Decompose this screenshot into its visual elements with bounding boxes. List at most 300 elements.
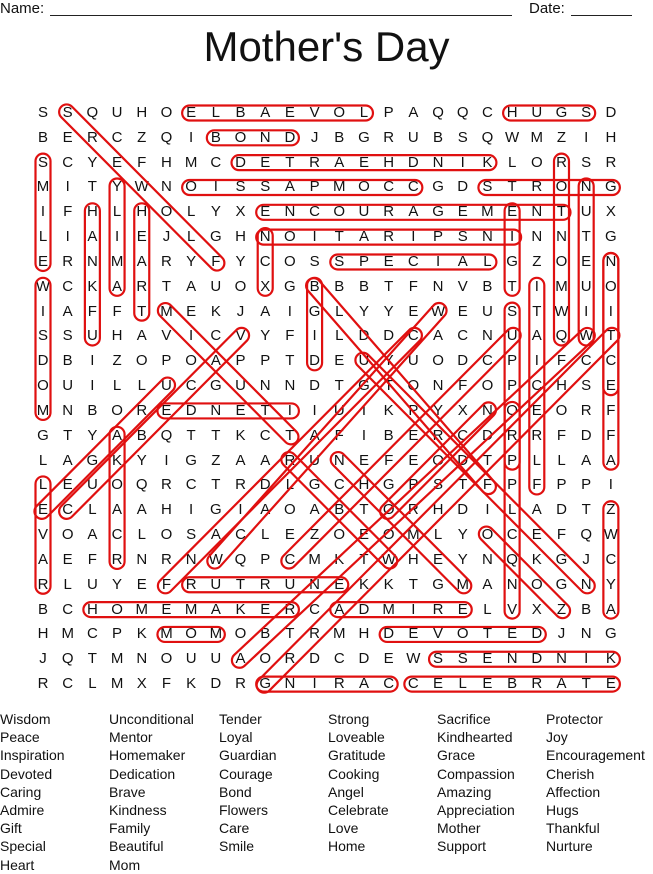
grid-cell[interactable]: D [531, 650, 543, 668]
grid-cell[interactable]: Y [260, 327, 271, 345]
grid-cell[interactable]: A [433, 327, 444, 345]
grid-cell[interactable]: A [334, 600, 345, 618]
grid-cell[interactable]: I [287, 401, 292, 419]
grid-cell[interactable]: W [430, 302, 446, 320]
grid-cell[interactable]: B [37, 600, 48, 618]
grid-cell[interactable]: Y [136, 451, 147, 469]
grid-cell[interactable]: I [40, 203, 46, 221]
grid-cell[interactable]: B [87, 401, 98, 419]
grid-cell[interactable]: I [361, 426, 367, 444]
grid-cell[interactable]: I [40, 302, 46, 320]
grid-cell[interactable]: E [358, 451, 369, 469]
grid-cell[interactable]: M [61, 625, 74, 643]
grid-cell[interactable]: T [532, 302, 542, 320]
grid-cell[interactable]: G [358, 128, 370, 146]
grid-cell[interactable]: O [333, 203, 346, 221]
grid-cell[interactable]: R [259, 575, 271, 593]
grid-cell[interactable]: F [384, 451, 394, 469]
grid-cell[interactable]: S [62, 104, 73, 121]
grid-cell[interactable]: P [260, 352, 271, 370]
grid-cell[interactable]: V [37, 526, 48, 544]
grid-cell[interactable]: O [185, 625, 197, 643]
grid-cell[interactable]: G [506, 252, 518, 270]
grid-cell[interactable]: A [260, 302, 271, 320]
grid-cell[interactable]: N [309, 575, 320, 593]
grid-cell[interactable]: R [506, 426, 518, 444]
grid-cell[interactable]: D [284, 128, 296, 146]
grid-cell[interactable]: V [507, 600, 518, 618]
grid-cell[interactable]: N [210, 401, 222, 419]
grid-cell[interactable]: J [310, 128, 319, 146]
grid-cell[interactable]: P [556, 476, 567, 494]
grid-cell[interactable]: Q [234, 550, 247, 568]
grid-cell[interactable]: Z [556, 600, 567, 618]
grid-cell[interactable]: E [507, 203, 518, 221]
grid-cell[interactable]: G [555, 575, 568, 593]
grid-cell[interactable]: P [309, 178, 320, 196]
grid-cell[interactable]: X [457, 401, 468, 419]
grid-cell[interactable]: Q [580, 526, 592, 544]
grid-cell[interactable]: D [309, 650, 320, 668]
grid-cell[interactable]: I [312, 401, 317, 419]
grid-cell[interactable]: A [531, 327, 542, 345]
grid-cell[interactable]: N [259, 377, 271, 395]
grid-cell[interactable]: F [211, 252, 221, 270]
grid-cell[interactable]: W [554, 302, 569, 320]
grid-cell[interactable]: P [581, 476, 592, 494]
grid-cell[interactable]: K [136, 625, 147, 643]
grid-cell[interactable]: T [235, 575, 246, 593]
grid-cell[interactable]: D [185, 401, 197, 419]
grid-cell[interactable]: N [62, 401, 74, 419]
grid-cell[interactable]: T [334, 377, 344, 395]
grid-cell[interactable]: G [432, 203, 444, 221]
grid-cell[interactable]: T [211, 426, 221, 444]
grid-cell[interactable]: C [481, 104, 493, 121]
grid-cell[interactable]: E [235, 401, 246, 419]
grid-cell[interactable]: C [333, 476, 345, 494]
grid-cell[interactable]: H [358, 476, 370, 494]
grid-cell[interactable]: A [112, 426, 123, 444]
grid-cell[interactable]: K [112, 451, 123, 469]
grid-cell[interactable]: L [335, 302, 344, 320]
grid-cell[interactable]: U [531, 104, 543, 121]
grid-cell[interactable]: K [210, 302, 221, 320]
grid-cell[interactable]: H [407, 550, 419, 568]
grid-cell[interactable]: O [382, 501, 395, 519]
grid-cell[interactable]: S [62, 327, 73, 345]
grid-cell[interactable]: Y [358, 302, 369, 320]
grid-cell[interactable]: K [334, 550, 345, 568]
grid-cell[interactable]: B [136, 426, 147, 444]
grid-cell[interactable]: T [507, 178, 517, 196]
grid-cell[interactable]: N [580, 625, 592, 643]
grid-cell[interactable]: C [111, 526, 123, 544]
grid-cell[interactable]: K [383, 575, 394, 593]
grid-cell[interactable]: R [383, 203, 395, 221]
grid-cell[interactable]: E [186, 104, 197, 121]
grid-cell[interactable]: N [531, 203, 543, 221]
grid-cell[interactable]: F [458, 377, 468, 395]
grid-cell[interactable]: S [186, 526, 197, 544]
grid-cell[interactable]: T [260, 401, 270, 419]
grid-cell[interactable]: P [507, 352, 518, 370]
grid-cell[interactable]: C [407, 252, 419, 270]
grid-cell[interactable]: L [88, 501, 97, 519]
grid-cell[interactable]: B [334, 501, 345, 519]
grid-cell[interactable]: U [86, 575, 98, 593]
grid-cell[interactable]: B [581, 600, 592, 618]
grid-cell[interactable]: T [384, 377, 394, 395]
grid-cell[interactable]: R [407, 501, 419, 519]
grid-cell[interactable]: F [161, 675, 172, 693]
grid-cell[interactable]: F [87, 302, 97, 320]
grid-cell[interactable]: X [605, 203, 616, 221]
grid-cell[interactable]: M [36, 401, 50, 419]
grid-cell[interactable]: O [37, 377, 49, 395]
grid-cell[interactable]: V [309, 104, 320, 121]
grid-cell[interactable]: N [580, 575, 592, 593]
grid-cell[interactable]: B [358, 277, 369, 295]
grid-cell[interactable]: N [284, 377, 296, 395]
grid-cell[interactable]: L [186, 228, 196, 246]
grid-cell[interactable]: I [238, 501, 243, 519]
grid-cell[interactable]: R [185, 575, 197, 593]
grid-cell[interactable]: K [87, 277, 98, 295]
grid-cell[interactable]: I [534, 352, 539, 370]
grid-cell[interactable]: G [308, 476, 321, 494]
grid-cell[interactable]: E [260, 600, 271, 618]
grid-cell[interactable]: Y [433, 401, 444, 419]
grid-cell[interactable]: U [580, 203, 592, 221]
grid-cell[interactable]: T [285, 352, 295, 370]
grid-cell[interactable]: M [135, 600, 148, 618]
grid-cell[interactable]: T [384, 277, 394, 295]
grid-cell[interactable]: L [557, 451, 566, 469]
grid-cell[interactable]: E [284, 526, 295, 544]
grid-cell[interactable]: U [358, 203, 370, 221]
grid-cell[interactable]: H [358, 625, 370, 643]
grid-cell[interactable]: R [309, 153, 320, 171]
grid-cell[interactable]: C [605, 550, 617, 568]
grid-cell[interactable]: E [260, 153, 271, 171]
grid-cell[interactable]: A [531, 501, 542, 519]
grid-cell[interactable]: S [433, 476, 444, 494]
grid-cell[interactable]: Z [556, 128, 567, 146]
grid-cell[interactable]: Z [211, 451, 221, 469]
grid-cell[interactable]: M [160, 302, 173, 320]
grid-cell[interactable]: O [234, 625, 247, 643]
grid-cell[interactable]: C [259, 426, 271, 444]
grid-cell[interactable]: P [507, 476, 518, 494]
grid-cell[interactable]: P [161, 352, 172, 370]
grid-cell[interactable]: E [161, 401, 172, 419]
grid-cell[interactable]: N [481, 401, 493, 419]
grid-cell[interactable]: Q [456, 104, 469, 121]
grid-cell[interactable]: G [284, 277, 296, 295]
grid-cell[interactable]: G [209, 377, 222, 395]
grid-cell[interactable]: E [62, 476, 73, 494]
grid-cell[interactable]: P [507, 377, 518, 395]
grid-cell[interactable]: I [213, 178, 218, 196]
grid-cell[interactable]: O [506, 401, 518, 419]
grid-cell[interactable]: B [62, 352, 73, 370]
grid-cell[interactable]: R [86, 128, 98, 146]
grid-cell[interactable]: H [235, 228, 246, 246]
grid-cell[interactable]: A [62, 302, 73, 320]
grid-cell[interactable]: E [457, 600, 468, 618]
grid-cell[interactable]: B [482, 277, 493, 295]
grid-cell[interactable]: U [358, 352, 370, 370]
grid-cell[interactable]: D [457, 352, 469, 370]
grid-cell[interactable]: T [606, 327, 616, 345]
grid-cell[interactable]: W [579, 327, 594, 345]
grid-cell[interactable]: F [112, 302, 122, 320]
grid-cell[interactable]: R [432, 600, 444, 618]
grid-cell[interactable]: G [86, 451, 99, 469]
grid-cell[interactable]: E [37, 501, 48, 519]
grid-cell[interactable]: O [111, 401, 123, 419]
grid-cell[interactable]: T [581, 228, 591, 246]
grid-cell[interactable]: T [186, 426, 196, 444]
grid-cell[interactable]: E [112, 153, 123, 171]
grid-cell[interactable]: V [161, 327, 172, 345]
grid-cell[interactable]: O [185, 352, 197, 370]
grid-cell[interactable]: N [432, 377, 444, 395]
grid-cell[interactable]: E [408, 302, 419, 320]
grid-cell[interactable]: W [134, 178, 149, 196]
grid-cell[interactable]: B [210, 128, 221, 146]
grid-cell[interactable]: D [531, 625, 543, 643]
grid-cell[interactable]: T [211, 476, 221, 494]
grid-cell[interactable]: E [186, 302, 197, 320]
grid-cell[interactable]: A [482, 575, 493, 593]
grid-cell[interactable]: L [483, 600, 492, 618]
grid-cell[interactable]: E [284, 104, 295, 121]
grid-cell[interactable]: Y [112, 575, 123, 593]
grid-cell[interactable]: M [481, 203, 494, 221]
grid-cell[interactable]: A [37, 550, 48, 568]
grid-cell[interactable]: M [333, 625, 346, 643]
grid-cell[interactable]: U [309, 451, 320, 469]
grid-cell[interactable]: Z [137, 128, 147, 146]
grid-cell[interactable]: C [235, 526, 246, 544]
grid-cell[interactable]: S [260, 178, 271, 196]
grid-cell[interactable]: E [136, 228, 147, 246]
grid-cell[interactable]: S [334, 252, 345, 270]
grid-cell[interactable]: V [235, 327, 246, 345]
grid-cell[interactable]: Y [457, 526, 468, 544]
grid-cell[interactable]: A [136, 252, 147, 270]
grid-cell[interactable]: C [457, 327, 469, 345]
grid-cell[interactable]: M [308, 550, 321, 568]
grid-cell[interactable]: D [309, 352, 320, 370]
grid-cell[interactable]: P [408, 476, 419, 494]
grid-cell[interactable]: N [481, 327, 493, 345]
grid-cell[interactable]: O [407, 377, 420, 395]
grid-cell[interactable]: L [433, 526, 443, 544]
grid-cell[interactable]: G [605, 228, 617, 246]
grid-cell[interactable]: R [580, 401, 592, 419]
grid-cell[interactable]: U [210, 277, 222, 295]
grid-cell[interactable]: K [482, 153, 493, 171]
grid-cell[interactable]: B [235, 104, 246, 121]
grid-cell[interactable]: F [482, 476, 492, 494]
grid-cell[interactable]: Y [235, 252, 246, 270]
grid-cell[interactable]: O [358, 178, 370, 196]
grid-cell[interactable]: T [285, 625, 295, 643]
grid-cell[interactable]: T [359, 550, 369, 568]
grid-cell[interactable]: T [359, 501, 369, 519]
grid-cell[interactable]: O [259, 650, 272, 668]
grid-cell[interactable]: Q [555, 327, 568, 345]
grid-cell[interactable]: B [383, 426, 394, 444]
grid-cell[interactable]: H [383, 153, 395, 171]
grid-cell[interactable]: Y [112, 178, 123, 196]
grid-cell[interactable]: O [160, 104, 173, 121]
grid-cell[interactable]: H [161, 153, 172, 171]
grid-cell[interactable]: C [309, 600, 320, 618]
grid-cell[interactable]: M [530, 128, 544, 146]
grid-cell[interactable]: H [161, 501, 172, 519]
grid-cell[interactable]: C [62, 675, 74, 693]
grid-cell[interactable]: G [209, 228, 222, 246]
grid-cell[interactable]: R [556, 153, 567, 171]
grid-cell[interactable]: O [432, 352, 444, 370]
grid-cell[interactable]: Y [186, 252, 197, 270]
grid-cell[interactable]: L [38, 476, 48, 494]
grid-cell[interactable]: Q [160, 128, 173, 146]
grid-cell[interactable]: C [259, 252, 271, 270]
grid-cell[interactable]: I [90, 352, 95, 370]
grid-cell[interactable]: E [62, 128, 73, 146]
grid-cell[interactable]: M [209, 625, 223, 643]
grid-cell[interactable]: C [506, 526, 518, 544]
grid-cell[interactable]: W [208, 550, 223, 568]
grid-cell[interactable]: F [87, 550, 97, 568]
grid-cell[interactable]: U [506, 327, 518, 345]
grid-cell[interactable]: C [407, 675, 419, 693]
grid-cell[interactable]: C [407, 327, 419, 345]
grid-cell[interactable]: T [581, 675, 591, 693]
grid-cell[interactable]: E [358, 526, 369, 544]
grid-cell[interactable]: O [111, 600, 123, 618]
grid-cell[interactable]: N [556, 650, 567, 668]
grid-cell[interactable]: L [112, 203, 122, 221]
grid-cell[interactable]: F [556, 426, 567, 444]
grid-cell[interactable]: J [557, 625, 566, 643]
grid-cell[interactable]: F [334, 426, 344, 444]
grid-cell[interactable]: R [432, 426, 444, 444]
grid-cell[interactable]: A [260, 451, 271, 469]
grid-cell[interactable]: M [110, 650, 124, 668]
grid-cell[interactable]: R [161, 252, 172, 270]
grid-cell[interactable]: A [62, 451, 73, 469]
grid-cell[interactable]: R [111, 550, 123, 568]
grid-cell[interactable]: P [260, 550, 271, 568]
grid-cell[interactable]: F [137, 153, 147, 171]
grid-cell[interactable]: W [603, 526, 618, 544]
grid-cell[interactable]: E [531, 401, 542, 419]
grid-cell[interactable]: M [36, 178, 50, 196]
grid-cell[interactable]: A [457, 252, 468, 270]
grid-cell[interactable]: N [580, 178, 592, 196]
grid-cell[interactable]: A [235, 451, 246, 469]
grid-cell[interactable]: T [87, 650, 97, 668]
grid-cell[interactable]: G [209, 501, 222, 519]
grid-cell[interactable]: N [432, 153, 444, 171]
grid-cell[interactable]: K [235, 426, 246, 444]
grid-cell[interactable]: J [582, 550, 590, 568]
grid-cell[interactable]: V [457, 277, 468, 295]
grid-cell[interactable]: R [136, 277, 148, 295]
grid-cell[interactable]: D [457, 501, 469, 519]
grid-cell[interactable]: R [161, 550, 172, 568]
grid-cell[interactable]: T [482, 451, 492, 469]
grid-cell[interactable]: Q [160, 426, 173, 444]
grid-cell[interactable]: Q [135, 476, 148, 494]
grid-cell[interactable]: H [136, 203, 148, 221]
grid-cell[interactable]: E [358, 153, 369, 171]
grid-cell[interactable]: A [87, 228, 98, 246]
grid-cell[interactable]: N [556, 228, 567, 246]
grid-cell[interactable]: L [88, 675, 97, 693]
grid-cell[interactable]: L [38, 228, 48, 246]
grid-cell[interactable]: U [407, 128, 419, 146]
grid-cell[interactable]: E [507, 625, 518, 643]
grid-cell[interactable]: C [86, 625, 98, 643]
grid-cell[interactable]: K [235, 600, 246, 618]
grid-cell[interactable]: S [235, 178, 246, 196]
grid-cell[interactable]: O [135, 352, 148, 370]
grid-cell[interactable]: P [358, 252, 369, 270]
grid-cell[interactable]: A [408, 104, 419, 121]
grid-cell[interactable]: P [408, 401, 419, 419]
grid-cell[interactable]: S [482, 178, 493, 196]
grid-cell[interactable]: E [334, 575, 345, 593]
grid-cell[interactable]: Q [481, 128, 494, 146]
grid-cell[interactable]: H [111, 327, 123, 345]
grid-cell[interactable]: T [285, 153, 295, 171]
grid-cell[interactable]: A [358, 675, 369, 693]
grid-cell[interactable]: K [358, 575, 369, 593]
grid-cell[interactable]: L [137, 377, 146, 395]
grid-cell[interactable]: O [284, 228, 296, 246]
grid-cell[interactable]: A [112, 501, 123, 519]
grid-cell[interactable]: I [584, 302, 589, 320]
grid-cell[interactable]: Y [457, 550, 468, 568]
grid-cell[interactable]: E [457, 302, 468, 320]
grid-cell[interactable]: E [383, 252, 394, 270]
grid-cell[interactable]: O [234, 128, 247, 146]
grid-cell[interactable]: I [164, 451, 169, 469]
grid-cell[interactable]: W [35, 277, 51, 295]
grid-cell[interactable]: O [530, 575, 543, 593]
grid-cell[interactable]: C [383, 675, 395, 693]
grid-cell[interactable]: H [432, 501, 444, 519]
grid-cell[interactable]: C [457, 426, 469, 444]
grid-cell[interactable]: I [90, 377, 95, 395]
grid-cell[interactable]: L [458, 675, 467, 693]
grid-cell[interactable]: P [112, 625, 123, 643]
grid-cell[interactable]: M [555, 277, 568, 295]
grid-cell[interactable]: N [136, 550, 148, 568]
grid-cell[interactable]: K [186, 675, 197, 693]
grid-cell[interactable]: N [259, 128, 271, 146]
grid-cell[interactable]: I [361, 401, 367, 419]
grid-cell[interactable]: R [383, 128, 395, 146]
grid-cell[interactable]: F [408, 277, 418, 295]
